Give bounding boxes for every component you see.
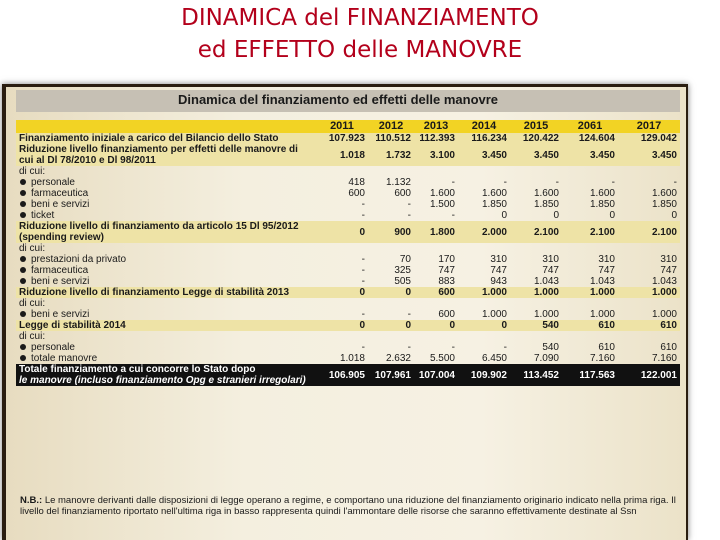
table-row: [16, 188, 680, 199]
table-row: [16, 221, 680, 243]
value-cell: 600: [438, 287, 455, 298]
row-label: farmaceutica: [31, 188, 89, 199]
value-cell: 3.450: [533, 149, 559, 161]
value-cell: 1.732: [385, 149, 411, 161]
table-row: [16, 133, 680, 144]
value-cell: 1.000: [533, 287, 559, 298]
value-cell: [316, 243, 368, 254]
row-label: di cui:: [19, 298, 46, 309]
row-label-cell: [16, 265, 316, 276]
row-label: beni e servizi: [31, 199, 90, 210]
value-cell: 5.500: [429, 353, 455, 364]
value-cell: 0: [553, 210, 559, 221]
row-label: totale manovre: [31, 353, 98, 364]
row-label-cell: [16, 144, 316, 166]
value-cell: -: [407, 342, 411, 353]
row-label: prestazioni da privato: [31, 254, 127, 265]
value-cell: 505: [394, 276, 411, 287]
table-row: [16, 144, 680, 166]
table-row: [16, 265, 680, 276]
value-cell: 943: [490, 276, 507, 287]
value-cell: 1.132: [385, 177, 411, 188]
footnote: [20, 495, 680, 517]
value-cell: -: [451, 177, 455, 188]
row-label-cell: [16, 166, 316, 177]
value-cell: [368, 298, 414, 309]
value-cell: 116.234: [471, 133, 507, 144]
value-cell: 3.450: [589, 149, 615, 161]
value-cell: 310: [542, 254, 559, 265]
bullet-icon: [20, 190, 26, 196]
bullet-icon: [20, 355, 26, 361]
value-cell: [368, 331, 414, 342]
table-title: Dinamica del finanziamento ed effetti delle manovre: [178, 92, 499, 107]
value-cell: 3.100: [429, 149, 455, 161]
value-cell: -: [361, 254, 365, 265]
total-label-line-2: le manovre (incluso finanziamento Opg e stranieri irregolari): [19, 375, 306, 386]
value-cell: [562, 331, 618, 342]
value-cell: 107.923: [328, 133, 365, 144]
value-cell: 2.632: [385, 353, 411, 364]
year-header: 2015: [510, 120, 562, 133]
value-cell: 1.043: [589, 276, 615, 287]
value-cell: -: [555, 177, 559, 188]
row-label: Finanziamento iniziale a carico del Bilancio dello Stato: [19, 133, 279, 144]
row-label: Riduzione livello finanziamento per effetti delle manovre di cui al Dl 78/2010 e Dl 98/2011: [19, 144, 298, 166]
value-cell: [316, 331, 368, 342]
total-value-cell: 106.905: [316, 364, 368, 386]
value-cell: 112.393: [419, 133, 455, 144]
value-cell: [618, 243, 680, 254]
row-label: beni e servizi: [31, 276, 90, 287]
row-label-cell: [16, 199, 316, 210]
table-row: [16, 331, 680, 342]
table-row: [16, 298, 680, 309]
value-cell: 1.000: [481, 309, 507, 320]
row-label-cell: [16, 210, 316, 221]
value-cell: 1.600: [533, 188, 559, 199]
value-cell: 110.512: [375, 133, 411, 144]
row-label-cell: [16, 133, 316, 144]
value-cell: 2.100: [533, 226, 559, 238]
value-cell: 1.850: [651, 199, 677, 210]
value-cell: 600: [394, 188, 411, 199]
value-cell: 1.043: [651, 276, 677, 287]
year-header: 2014: [458, 120, 510, 133]
table-row: [16, 243, 680, 254]
value-cell: 0: [449, 320, 455, 331]
value-cell: [510, 298, 562, 309]
value-cell: 610: [598, 320, 615, 331]
row-label-cell: [16, 188, 316, 199]
value-cell: 747: [542, 265, 559, 276]
value-cell: 1.018: [339, 353, 365, 364]
value-cell: 1.000: [651, 309, 677, 320]
row-label: Legge di stabilità 2014: [19, 320, 126, 331]
table-row: [16, 254, 680, 265]
value-cell: 124.604: [578, 133, 615, 144]
row-label-cell: [16, 276, 316, 287]
value-cell: [562, 166, 618, 177]
value-cell: -: [503, 177, 507, 188]
value-cell: [414, 331, 458, 342]
value-cell: 0: [501, 320, 507, 331]
bullet-icon: [20, 179, 26, 185]
value-cell: 0: [609, 210, 615, 221]
value-cell: 1.018: [339, 149, 365, 161]
value-cell: 0: [405, 287, 411, 298]
row-label-cell: [16, 342, 316, 353]
value-cell: [458, 243, 510, 254]
row-label-cell: [16, 243, 316, 254]
value-cell: 170: [438, 254, 455, 265]
value-cell: 1.043: [533, 276, 559, 287]
row-label-cell: [16, 309, 316, 320]
value-cell: 1.850: [589, 199, 615, 210]
value-cell: 1.800: [429, 226, 455, 238]
value-cell: -: [361, 342, 365, 353]
value-cell: 747: [490, 265, 507, 276]
value-cell: [510, 243, 562, 254]
value-cell: 7.160: [589, 353, 615, 364]
table-photo: [2, 84, 688, 540]
row-label: Riduzione livello di finanziamento da articolo 15 Dl 95/2012 (spending review): [19, 221, 299, 243]
bullet-icon: [20, 278, 26, 284]
value-cell: 1.000: [651, 287, 677, 298]
value-cell: 6.450: [481, 353, 507, 364]
paper-sheet: [6, 87, 686, 540]
bullet-icon: [20, 256, 26, 262]
row-label: di cui:: [19, 243, 46, 254]
slide-title: [0, 2, 720, 66]
value-cell: 883: [438, 276, 455, 287]
row-label: Riduzione livello di finanziamento Legge di stabilità 2013: [19, 287, 290, 298]
year-header: 2013: [414, 120, 458, 133]
table-row: [16, 287, 680, 298]
value-cell: 1.000: [589, 287, 615, 298]
total-value-cell: 107.004: [414, 364, 458, 386]
year-header-row: [16, 120, 680, 133]
value-cell: 7.160: [651, 353, 677, 364]
row-label-cell: [16, 331, 316, 342]
value-cell: 310: [490, 254, 507, 265]
row-label-cell: [16, 287, 316, 298]
value-cell: 540: [542, 342, 559, 353]
value-cell: 0: [359, 320, 365, 331]
value-cell: 2.100: [589, 226, 615, 238]
table-row: [16, 276, 680, 287]
row-label: di cui:: [19, 331, 46, 342]
value-cell: -: [407, 210, 411, 221]
value-cell: 1.000: [533, 309, 559, 320]
slide-title-line-1: DINAMICA del FINANZIAMENTO: [181, 5, 539, 31]
value-cell: 3.450: [651, 149, 677, 161]
value-cell: [618, 166, 680, 177]
value-cell: [510, 166, 562, 177]
value-cell: [458, 331, 510, 342]
value-cell: 1.600: [481, 188, 507, 199]
row-label-cell: [16, 353, 316, 364]
value-cell: -: [611, 177, 615, 188]
value-cell: 610: [598, 342, 615, 353]
value-cell: [458, 166, 510, 177]
value-cell: 600: [438, 309, 455, 320]
value-cell: 7.090: [533, 353, 559, 364]
value-cell: 900: [394, 226, 411, 238]
value-cell: -: [361, 265, 365, 276]
value-cell: [414, 298, 458, 309]
bullet-icon: [20, 344, 26, 350]
value-cell: 747: [660, 265, 677, 276]
row-label: farmaceutica: [31, 265, 89, 276]
value-cell: 1.600: [429, 188, 455, 199]
row-label: beni e servizi: [31, 309, 90, 320]
value-cell: 325: [394, 265, 411, 276]
value-cell: 3.450: [481, 149, 507, 161]
table-row: [16, 309, 680, 320]
value-cell: 0: [405, 320, 411, 331]
value-cell: -: [361, 199, 365, 210]
value-cell: -: [407, 199, 411, 210]
value-cell: [316, 166, 368, 177]
year-header: 2011: [316, 120, 368, 133]
value-cell: [414, 166, 458, 177]
value-cell: 1.000: [481, 287, 507, 298]
year-header: 2061: [562, 120, 618, 133]
row-label: personale: [31, 177, 75, 188]
total-value-cell: 122.001: [618, 364, 680, 386]
value-cell: 747: [438, 265, 455, 276]
value-cell: 1.600: [589, 188, 615, 199]
value-cell: 129.042: [640, 133, 677, 144]
table-row: [16, 177, 680, 188]
value-cell: -: [361, 210, 365, 221]
total-row: [16, 364, 680, 386]
row-label: di cui:: [19, 166, 46, 177]
value-cell: -: [407, 309, 411, 320]
value-cell: 2.100: [651, 226, 677, 238]
row-label: ticket: [31, 210, 55, 221]
value-cell: -: [451, 342, 455, 353]
value-cell: 1.000: [589, 309, 615, 320]
table-row: [16, 166, 680, 177]
row-label-cell: [16, 298, 316, 309]
bullet-icon: [20, 267, 26, 273]
value-cell: 310: [660, 254, 677, 265]
value-cell: 1.500: [429, 199, 455, 210]
value-cell: [368, 243, 414, 254]
value-cell: -: [673, 177, 677, 188]
value-cell: 0: [359, 287, 365, 298]
value-cell: [510, 331, 562, 342]
bullet-icon: [20, 311, 26, 317]
row-label-cell: [16, 254, 316, 265]
year-header: 2012: [368, 120, 414, 133]
row-label-cell: [16, 320, 316, 331]
value-cell: 610: [660, 342, 677, 353]
footnote-text: Le manovre derivanti dalle disposizioni di legge operano a regime, e comportano una riduzione del finanziamento originario indicato nella prima riga. Il livello del finanziamento riportato nell'ultima riga in basso rappresenta quindi l'ammontare delle risorse che saranno effettivamente destinate al Ssn: [20, 495, 676, 517]
value-cell: 418: [348, 177, 365, 188]
header-empty-cell: [16, 120, 316, 133]
value-cell: [562, 243, 618, 254]
value-cell: 310: [598, 254, 615, 265]
value-cell: [458, 298, 510, 309]
value-cell: 120.422: [522, 133, 559, 144]
row-label-cell: [16, 221, 316, 243]
value-cell: 1.850: [533, 199, 559, 210]
table-row: [16, 342, 680, 353]
bullet-icon: [20, 212, 26, 218]
slide-title-line-2: ed EFFETTO delle MANOVRE: [197, 37, 523, 63]
total-value-cell: 113.452: [510, 364, 562, 386]
footnote-prefix: N.B.:: [20, 495, 43, 506]
value-cell: -: [361, 276, 365, 287]
total-label-cell: [16, 364, 316, 386]
value-cell: -: [361, 309, 365, 320]
total-value-cell: 107.961: [368, 364, 414, 386]
row-label-cell: [16, 177, 316, 188]
table-row: [16, 199, 680, 210]
value-cell: 747: [598, 265, 615, 276]
value-cell: [414, 243, 458, 254]
value-cell: 1.600: [651, 188, 677, 199]
value-cell: [618, 331, 680, 342]
value-cell: 540: [542, 320, 559, 331]
value-cell: -: [503, 342, 507, 353]
value-cell: 0: [501, 210, 507, 221]
value-cell: 1.850: [481, 199, 507, 210]
year-header: 2017: [618, 120, 680, 133]
value-cell: 70: [399, 254, 411, 265]
row-label: personale: [31, 342, 75, 353]
value-cell: [316, 298, 368, 309]
bullet-icon: [20, 201, 26, 207]
total-value-cell: 109.902: [458, 364, 510, 386]
financing-table: [16, 120, 680, 386]
value-cell: -: [451, 210, 455, 221]
value-cell: 2.000: [481, 226, 507, 238]
table-row: [16, 320, 680, 331]
value-cell: 600: [348, 188, 365, 199]
value-cell: [562, 298, 618, 309]
value-cell: [618, 298, 680, 309]
total-label-line-1: Totale finanziamento a cui concorre lo Stato dopo: [19, 364, 256, 375]
value-cell: 0: [359, 226, 365, 238]
value-cell: 610: [660, 320, 677, 331]
total-value-cell: 117.563: [562, 364, 618, 386]
value-cell: 0: [671, 210, 677, 221]
value-cell: [368, 166, 414, 177]
table-row: [16, 210, 680, 221]
table-row: [16, 353, 680, 364]
